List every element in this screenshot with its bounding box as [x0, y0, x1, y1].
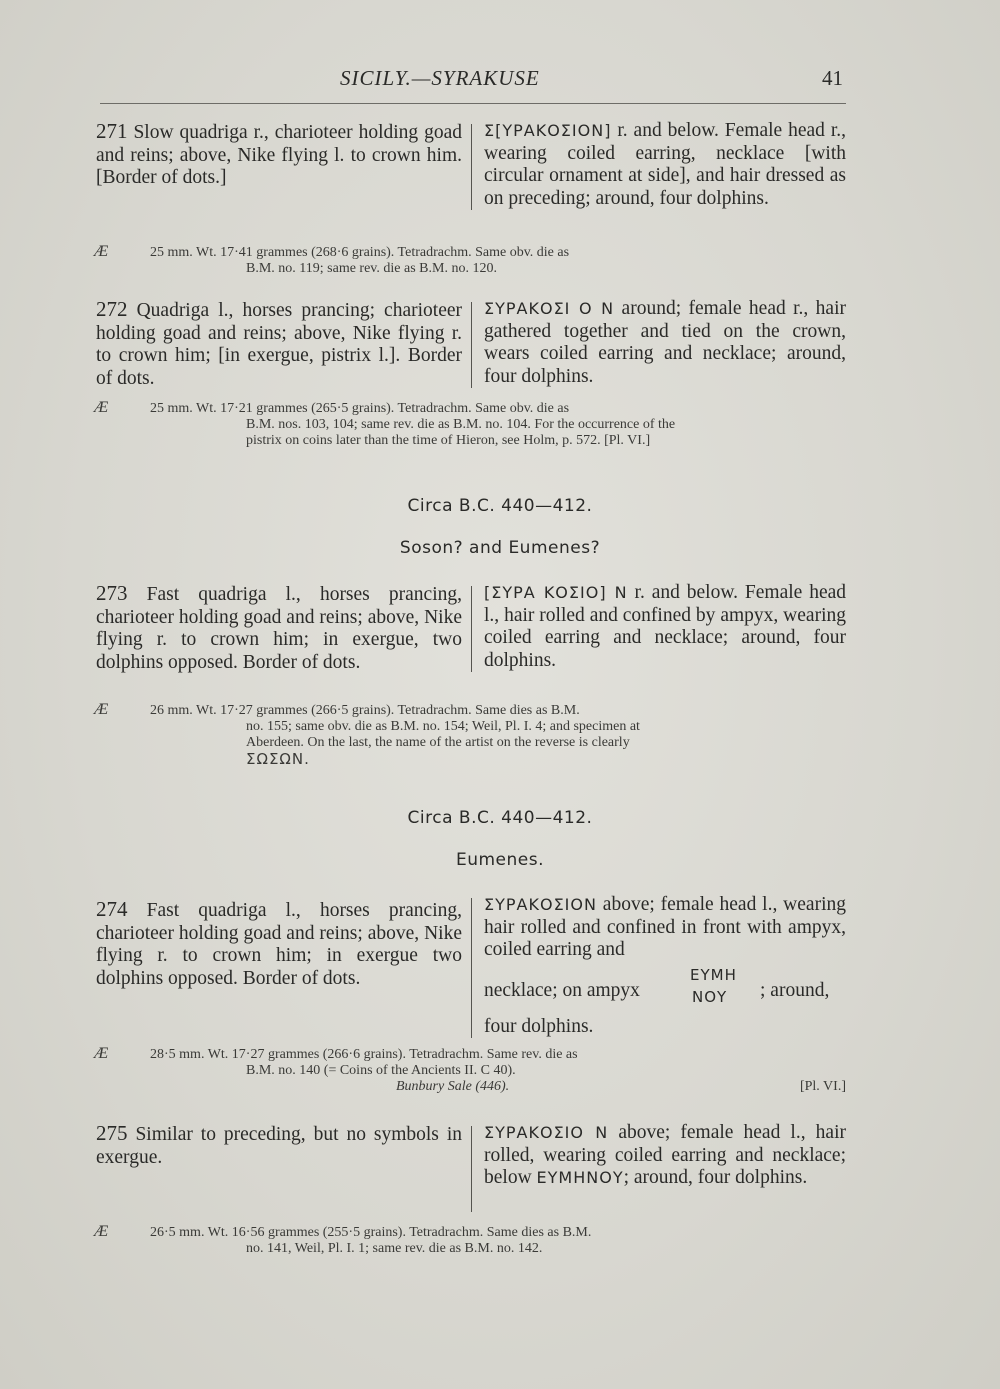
- entry-number: 273: [96, 581, 128, 605]
- coin-entry-273: [96, 582, 848, 702]
- reverse-text: r. and below. Female head r., wearing coiled earring, necklace [with circular ornament at side], and hair dressed as on preceding; around, four dolphins.: [484, 120, 846, 209]
- column-divider: [471, 898, 472, 1038]
- note-line: 26 mm. Wt. 17·27 grammes (266·5 grains). Tetradrachm. Same dies as B.M.: [150, 703, 580, 718]
- note-line: 25 mm. Wt. 17·41 grammes (268·6 grains). Tetradrachm. Same obv. die as: [150, 245, 570, 260]
- column-divider: [471, 586, 472, 672]
- reverse-legend: Σ[ΥΡΑΚΟΣΙΟΝ]: [484, 121, 612, 140]
- ampyx-line: [484, 964, 846, 1010]
- reverse-description: [484, 298, 846, 388]
- reverse-description: [484, 894, 846, 1038]
- coin-note-271: [94, 243, 850, 277]
- obverse-description: [96, 120, 462, 190]
- obverse-text: Slow quadriga r., charioteer holding goad and reins; above, Nike flying l. to crown him. [Border of dots.]: [96, 122, 463, 188]
- note-line: Aberdeen. On the last, the name of the artist on the reverse is clearly: [246, 735, 630, 750]
- reverse-legend: ΣΥΡΑΚΟΣΙ Ο Ν: [484, 299, 615, 318]
- reverse-text: four dolphins.: [484, 1015, 594, 1037]
- coin-note-275: [94, 1223, 850, 1257]
- plate-reference: [Pl. VI.]: [799, 1079, 846, 1094]
- artist-signature: ΣΩΣΩΝ.: [246, 750, 310, 768]
- silver-symbol: Æ: [94, 1223, 109, 1240]
- section-period: Circa B.C. 440—412.: [407, 496, 593, 516]
- ampyx-inscription-bottom: ΝΟΥ: [692, 987, 728, 1006]
- note-line: B.M. no. 140 (= Coins of the Ancients II. C 40).: [246, 1063, 516, 1078]
- reverse-text: r. and below. Female head l., hair rolled and confined by ampyx, wearing coiled earring and necklace; around, four dolphins.: [484, 582, 846, 671]
- reverse-legend: ΣΥΡΑΚΟΣΙΟΝ: [484, 895, 597, 914]
- obverse-description: [96, 582, 462, 674]
- reverse-legend-artist: ΕΥΜΗΝΟΥ: [536, 1168, 624, 1187]
- section-artist: Soson? and Eumenes?: [399, 538, 601, 558]
- entry-number: 272: [96, 297, 128, 321]
- silver-symbol: Æ: [94, 701, 109, 718]
- section-artist: Eumenes.: [455, 850, 545, 870]
- reverse-description: [484, 582, 846, 672]
- coin-note-273: [94, 701, 850, 768]
- note-line: 25 mm. Wt. 17·21 grammes (265·5 grains). Tetradrachm. Same obv. die as: [150, 401, 570, 416]
- note-line: 26·5 mm. Wt. 16·56 grammes (255·5 grains). Tetradrachm. Same dies as B.M.: [150, 1225, 592, 1240]
- reverse-text: ; around, four dolphins.: [623, 1167, 808, 1188]
- note-line: pistrix on coins later than the time of Hieron, see Holm, p. 572. [Pl. VI.]: [246, 433, 651, 448]
- obverse-text: Fast quadriga l., horses prancing, charioteer holding goad and reins; above, Nike flying r. to crown him; in exergue, two dolphins opposed. Border of dots.: [96, 584, 462, 673]
- reverse-text: above; female head l., wearing hair rolled and confined in front with ampyx, coiled earring and: [484, 894, 846, 960]
- note-line: B.M. no. 119; same rev. die as B.M. no. 120.: [246, 261, 497, 276]
- obverse-description: [96, 1122, 462, 1169]
- running-head: [0, 66, 1000, 96]
- coin-entry-274: [96, 894, 848, 1044]
- reverse-text: ; around,: [760, 979, 830, 1001]
- coin-note-274: [94, 1045, 850, 1095]
- section-period: Circa B.C. 440—412.: [407, 808, 593, 828]
- note-line: Bunbury Sale (446).: [396, 1079, 510, 1094]
- column-divider: [471, 1126, 472, 1212]
- ampyx-inscription-top: ΕΥΜΗ: [690, 965, 737, 984]
- note-line: 28·5 mm. Wt. 17·27 grammes (266·6 grains). Tetradrachm. Same rev. die as: [150, 1047, 578, 1062]
- obverse-description: [96, 898, 462, 990]
- reverse-text: above; female head l., hair rolled, wearing coiled earring and necklace; below: [484, 1122, 846, 1188]
- running-head-title: SICILY.—SYRAKUSE: [340, 66, 540, 90]
- column-divider: [471, 124, 472, 210]
- note-line: no. 141, Weil, Pl. I. 1; same rev. die as B.M. no. 142.: [246, 1241, 543, 1256]
- reverse-description: [484, 1122, 846, 1190]
- silver-symbol: Æ: [94, 399, 109, 416]
- reverse-legend: [ΣΥΡΑ ΚΟΣΙΟ] Ν: [484, 583, 628, 602]
- silver-symbol: Æ: [94, 1045, 109, 1062]
- entry-number: 274: [96, 897, 128, 921]
- note-line: B.M. nos. 103, 104; same rev. die as B.M. no. 104. For the occurrence of the: [246, 417, 676, 432]
- silver-symbol: Æ: [94, 243, 109, 260]
- header-rule: [100, 103, 846, 104]
- reverse-text: necklace; on ampyx: [484, 979, 640, 1001]
- coin-entry-272: [96, 298, 848, 398]
- obverse-text: Fast quadriga l., horses prancing, charioteer holding goad and reins; above, Nike flying r. to crown him; in exergue two dolphins opposed. Border of dots.: [96, 900, 462, 989]
- reverse-legend: ΣΥΡΑΚΟΣΙΟ Ν: [484, 1123, 609, 1142]
- coin-entry-271: [96, 120, 848, 240]
- coin-note-272: [94, 399, 850, 449]
- reverse-text: around; female head r., hair gathered together and tied on the crown, wears coiled earring and necklace; around, four dolphins.: [484, 298, 847, 387]
- page-number: 41: [822, 66, 843, 90]
- entry-number: 271: [96, 119, 128, 143]
- reverse-description: [484, 120, 846, 210]
- obverse-description: [96, 298, 462, 390]
- note-line: no. 155; same obv. die as B.M. no. 154; Weil, Pl. I. 4; and specimen at: [246, 719, 640, 734]
- obverse-text: Quadriga l., horses prancing; charioteer holding goad and reins; above, Nike flying r. to crown him; [in exergue, pistrix l.]. Border of dots.: [96, 300, 462, 389]
- entry-number: 275: [96, 1121, 128, 1145]
- column-divider: [471, 302, 472, 388]
- obverse-text: Similar to preceding, but no symbols in exergue.: [96, 1124, 462, 1168]
- coin-entry-275: [96, 1122, 848, 1222]
